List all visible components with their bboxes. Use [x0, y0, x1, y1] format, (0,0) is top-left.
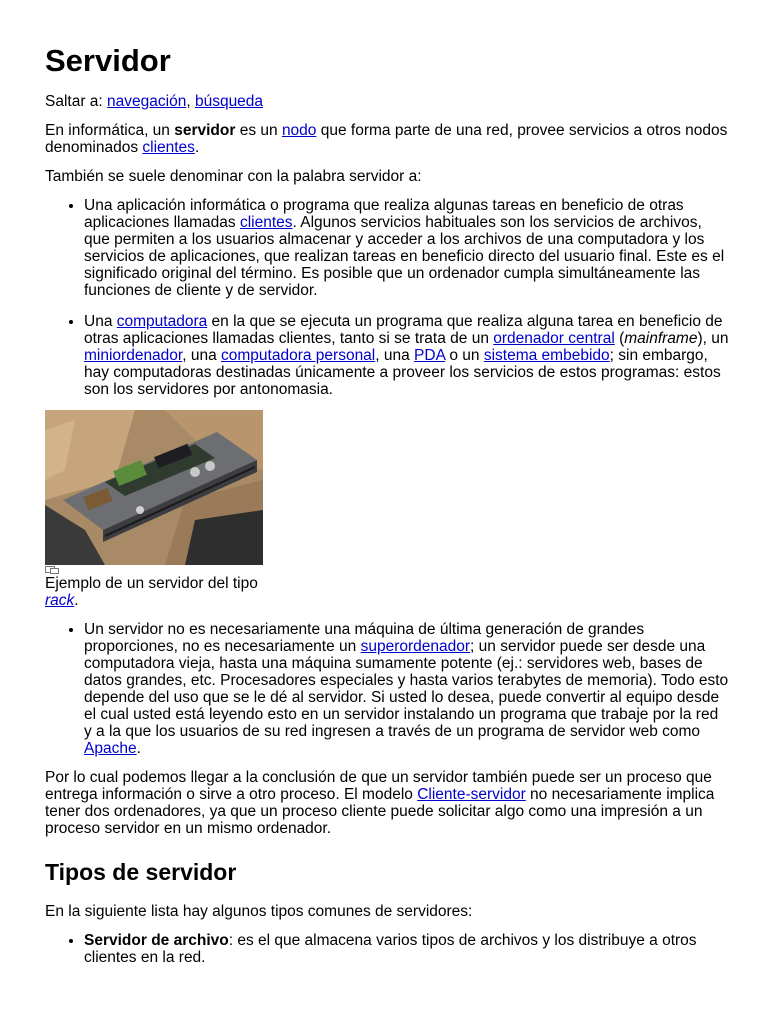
miniordenador-link[interactable]: miniordenador — [84, 347, 183, 365]
also-paragraph: También se suele denominar con la palabra servidor a: — [45, 168, 422, 186]
clientes-link[interactable]: clientes — [239, 214, 293, 232]
page-title: Servidor — [45, 43, 171, 78]
server-types-list — [45, 932, 730, 966]
servidor-term: servidor — [174, 122, 236, 140]
search-link[interactable]: búsqueda — [194, 93, 264, 111]
figure-caption: Ejemplo de un servidor del tipo rack. — [45, 575, 258, 610]
computadora-personal-link[interactable]: computadora personal — [221, 347, 376, 365]
section-heading: Tipos de servidor — [45, 859, 237, 886]
list-item: • Un servidor no es necesariamente una máquina de última generación de grandes proporciones, no es necesariamente un superordenador; un servidor puede ser desde una computadora vieja, hasta una máquina sumamente potente (ej.: servidores web, bases de datos grandes, etc. Procesadores especiales y hasta varios terabytes de memoria). Todo esto depende del uso que se le dé al servidor. Si usted lo desea, puede convertir al equipo desde el cual usted está leyendo esto en un servidor instalando un programa que trabaje por la red y a la que los usuarios de su red ingresen a través de un programa de servidor web como Apache. — [84, 621, 730, 757]
list-item: • Servidor de archivo: es el que almacena varios tipos de archivos y los distribuye a otros clientes en la red. — [84, 932, 730, 966]
navigation-link[interactable]: navegación — [107, 93, 187, 111]
pda-link[interactable]: PDA — [414, 347, 446, 365]
cliente-servidor-link[interactable]: Cliente-servidor — [417, 786, 526, 804]
sistema-embebido-link[interactable]: sistema embebido — [483, 347, 610, 365]
rack-server-photo[interactable] — [45, 410, 263, 565]
server-type-name: Servidor de archivo — [84, 931, 229, 949]
mainframe-term: mainframe — [624, 330, 698, 348]
image-placeholder-icon — [45, 566, 59, 574]
server-figure — [45, 410, 263, 609]
list-item: • Una computadora en la que se ejecuta un programa que realiza alguna tarea en beneficio de otras aplicaciones llamadas clientes, tanto si se trata de un ordenador central (mainframe), un miniordenador, una computadora personal, una PDA o un sistema embebido; sin embargo, hay computadoras destinadas únicamente a proveer los servicios de estos programas: estos son los servidores por antonomasia. — [84, 313, 730, 398]
clientes-link[interactable]: clientes — [142, 139, 195, 157]
jump-links — [45, 93, 730, 110]
intro-paragraph: En informática, un servidor es un nodo que forma parte de una red, provee servicios a otros nodos denominados clientes. — [45, 122, 728, 157]
conclusion-paragraph: Por lo cual podemos llegar a la conclusión de que un servidor también puede ser un proceso que entrega información o sirve a otro proceso. El modelo Cliente-servidor no necesariamente implica tener dos ordenadores, ya que un proceso cliente puede solicitar algo como una impresión a un proceso servidor en un mismo ordenador. — [45, 769, 715, 838]
jump-separator: , — [186, 93, 195, 111]
definitions-list — [45, 197, 730, 398]
jump-prefix: Saltar a: — [45, 93, 108, 111]
computadora-link[interactable]: computadora — [116, 313, 208, 331]
article-content — [45, 30, 730, 978]
server-notes-list — [45, 621, 730, 757]
ordenador-central-link[interactable]: ordenador central — [493, 330, 615, 348]
list-item: • Una aplicación informática o programa que realiza algunas tareas en beneficio de otras aplicaciones llamadas clientes. Algunos servicios habituales son los servicios de archivos, que permiten a los usuarios almacenar y acceder a los archivos de una computadora y los servicios de aplicaciones, que realizan tareas en beneficio directo del usuario final. Este es el significado original del término. Es posible que un ordenador cumpla simultáneamente las funciones de cliente y de servidor. — [84, 197, 730, 299]
types-intro: En la siguiente lista hay algunos tipos comunes de servidores: — [45, 902, 473, 920]
rack-link[interactable]: rack — [45, 592, 75, 610]
superordenador-link[interactable]: superordenador — [360, 638, 471, 656]
nodo-link[interactable]: nodo — [281, 122, 317, 140]
apache-link[interactable]: Apache — [84, 740, 137, 758]
